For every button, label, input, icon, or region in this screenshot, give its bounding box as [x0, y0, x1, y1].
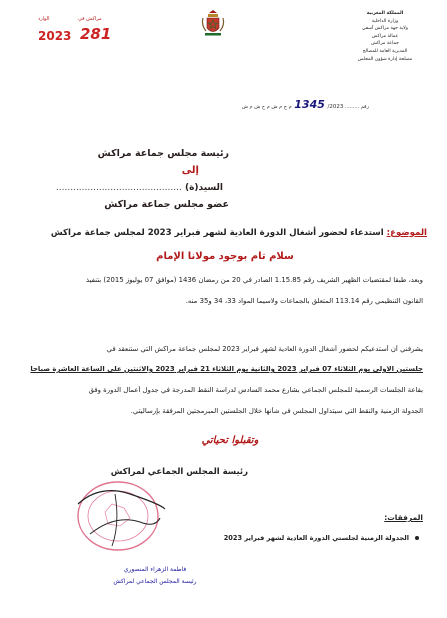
- attachment-text: الجدولة الزمنية لجلستي الدورة العادية لشهر فبراير 2023: [223, 534, 409, 542]
- reference-line: رقم ......... 2023/ 1345 م ج م ش م ح ش م ش: [241, 98, 369, 111]
- attachments-title: المرفقات:: [384, 513, 423, 522]
- bullet-icon: [415, 536, 419, 540]
- stamp-label: الوارد: [38, 16, 50, 22]
- body-line: وبعد، طبقا لمقتضيات الظهير الشريف رقم 1.15.85 الصادر في 20 من رمضان 1436 (موافق 07 يوليوز 2015) بتنفيذ: [85, 276, 423, 284]
- signatory-role: رئيسة المجلس الجماعي لمراكش: [113, 578, 197, 585]
- signatory-title: رئيسة المجلس الجماعي لمراكش: [110, 467, 248, 477]
- recipient-label: السيد(ة): [184, 183, 223, 193]
- closing-phrase: وتقبلوا تحياتي: [201, 435, 259, 446]
- header-line: وزارة الداخلية: [371, 18, 399, 24]
- sender-title: رئيسة مجلس جماعة مراكش: [97, 148, 229, 159]
- stamp-year: 2023: [38, 29, 72, 43]
- stamp-number: 281: [80, 25, 112, 43]
- meeting-dates: جلستين الاولى يوم الثلاثاء 07 فبراير 2023 والثانية يوم الثلاثاء 21 فبراير 2023 والاثنتين على الساعة العاشرة صباحا: [30, 365, 423, 373]
- ref-year: 2023/: [327, 104, 344, 110]
- recipient-name-line: [56, 183, 223, 193]
- ref-prefix: رقم: [360, 104, 369, 110]
- stamp-label: مراكش في: [78, 16, 102, 22]
- ref-suffix: م ج م ش م ح ش م ش: [241, 104, 292, 110]
- header-line: المملكة المغربية: [366, 11, 404, 16]
- header-line: ولاية جهة مراكش آسفي: [362, 26, 408, 32]
- body-line: الجدولة الزمنية والنقط التي سيتداول المجلس في شأنها خلال الجلستين المبرمجتين المرفقة بإرساليتي.: [130, 407, 423, 415]
- header-line: عمالة مراكش: [371, 33, 399, 39]
- ministry-header: [337, 10, 433, 63]
- greeting: سلام تام بوجود مولانا الإمام: [156, 251, 294, 262]
- body-line-bold: [17, 365, 423, 373]
- body-line: القانون التنظيمي رقم 113.14 المتعلق بالجماعات ولاسيما المواد 33، 34 و35 منه.: [185, 297, 423, 305]
- header-line: مصلحة إدارة شؤون المجلس: [357, 56, 413, 62]
- subject-label: الموضوع:: [386, 228, 427, 238]
- attachment-item: [224, 534, 419, 542]
- received-stamp: [18, 14, 138, 54]
- ref-number: 1345: [294, 98, 325, 111]
- header-line: المديرية العامة للمصالح: [362, 48, 408, 54]
- subject-line: [20, 228, 427, 238]
- recipient-title: عضو مجلس جماعة مراكش: [104, 199, 229, 210]
- body-line: بقاعة الجلسات الرسمية للمجلس الجماعي بشارع محمد السادس لدراسة النقط المدرجة في جدول أعمال الدورة وفق: [88, 386, 423, 394]
- body-line: يشرفني أن أستدعيكم لحضور أشغال الدورة العادية لشهر فبراير 2023 لمجلس جماعة مراكش التي ستنعقد في: [106, 345, 423, 353]
- signatory-name: فاطمة الزهراء المنصوري: [123, 566, 187, 573]
- official-seal-icon: [60, 464, 180, 564]
- recipient-dots: ............................................: [55, 183, 182, 193]
- header-line: جماعة مراكش: [371, 41, 399, 47]
- subject-text: استدعاء لحضور أشغال الدورة العادية لشهر فبراير 2023 لمجلس جماعة مراكش: [50, 228, 384, 238]
- to-label: إلى: [181, 165, 199, 176]
- coat-of-arms-icon: [200, 8, 226, 38]
